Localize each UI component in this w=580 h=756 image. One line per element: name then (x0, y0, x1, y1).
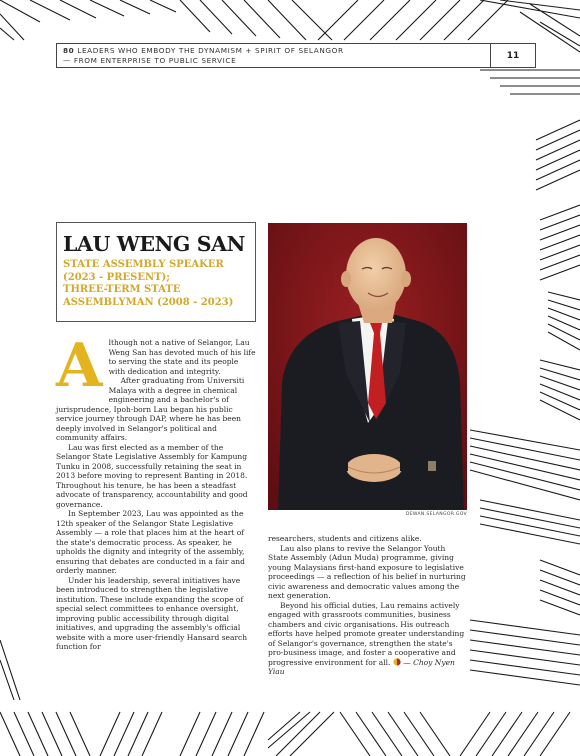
page-number: 11 (490, 44, 535, 67)
article-paragraph: researchers, students and citizens alike. (268, 534, 422, 543)
article-column-1 (56, 331, 256, 652)
article-paragraph: Lau was first elected as a member of the Selangor State Legislative Assembly for Kampung Tunku in 2008, successfully retaining the seat in 2013 before moving to represent Banting in 2018. Throughout his tenure, he has been a steadfast advocate of transparency, accountability and good governance. (56, 442, 248, 509)
author-signature: — Choy Nyen Yiau (268, 657, 455, 676)
article-paragraph-text: lthough not a native of Selangor, Lau Weng San has devoted much of his life to serving the state and its people with dedication and integrity. (108, 338, 256, 376)
article-paragraph (56, 331, 256, 401)
profile-name: LAU WENG SAN (63, 232, 246, 256)
article-paragraph: Lau also plans to revive the Selangor Youth State Assembly (Adun Muda) programme, giving young Malaysians first-hand exposure to legislative proceedings — a reflection of his belief in nurturing civic awareness and democratic values among the next generation. (268, 543, 466, 600)
article-paragraph-text: Beyond his official duties, Lau remains actively engaged with grassroots communities, business chambers and civic organisations. His outreach efforts have helped promote greater understanding of Selangor's governance, strengthen the state's pro-business image, and foster a cooperative and progressive environment for all. (268, 600, 465, 667)
header-line-1: LEADERS WHO EMBODY THE DYNAMISM + SPIRIT OF SELANGOR (77, 46, 344, 55)
profile-title-line: STATE ASSEMBLY SPEAKER (63, 259, 224, 270)
profile-title (63, 259, 253, 309)
photo-credit: DEWAN.SELANGOR.GOV (405, 512, 467, 517)
profile-title-line: (2023 - PRESENT); (63, 271, 170, 283)
portrait-photo (268, 223, 467, 510)
selangor-logo-icon (393, 658, 401, 666)
profile-name-box (56, 222, 256, 322)
article-paragraph: In September 2023, Lau was appointed as the 12th speaker of the Selangor State Legislative Assembly — a role that places him at the heart of the state's democratic process. As speaker, he upholds the dignity and integrity of the assembly, ensuring that debates are conducted in a fair and orderly manner. (56, 509, 245, 575)
article-paragraph (268, 601, 467, 677)
header-number: 80 (63, 46, 75, 55)
article-paragraph: After graduating from Universiti Malaya with a degree in chemical engineering and a bachelor's of jurisprudence, Ipoh-born Lau began his public service journey through DAP, where he has been deeply involved in Selangor's political and community affairs. (56, 376, 245, 442)
header-text (63, 46, 463, 66)
profile-title-line: ASSEMBLYMAN (2008 - 2023) (63, 296, 234, 308)
header-line-2: — FROM ENTERPRISE TO PUBLIC SERVICE (63, 56, 237, 65)
profile-title-line: THREE-TERM STATE (63, 284, 181, 296)
article-paragraph: Under his leadership, several initiatives have been introduced to strengthen the legislative institution. These include expanding the scope of special select committees to enhance oversight, improving public accessibility through digital initiatives, and upgrading the assembly's official website with a more user-friendly Hansard search function for (56, 575, 248, 651)
article-column-2 (268, 534, 467, 677)
portrait-illustration (268, 223, 467, 510)
page-header (56, 43, 536, 68)
drop-cap: A (56, 331, 103, 401)
